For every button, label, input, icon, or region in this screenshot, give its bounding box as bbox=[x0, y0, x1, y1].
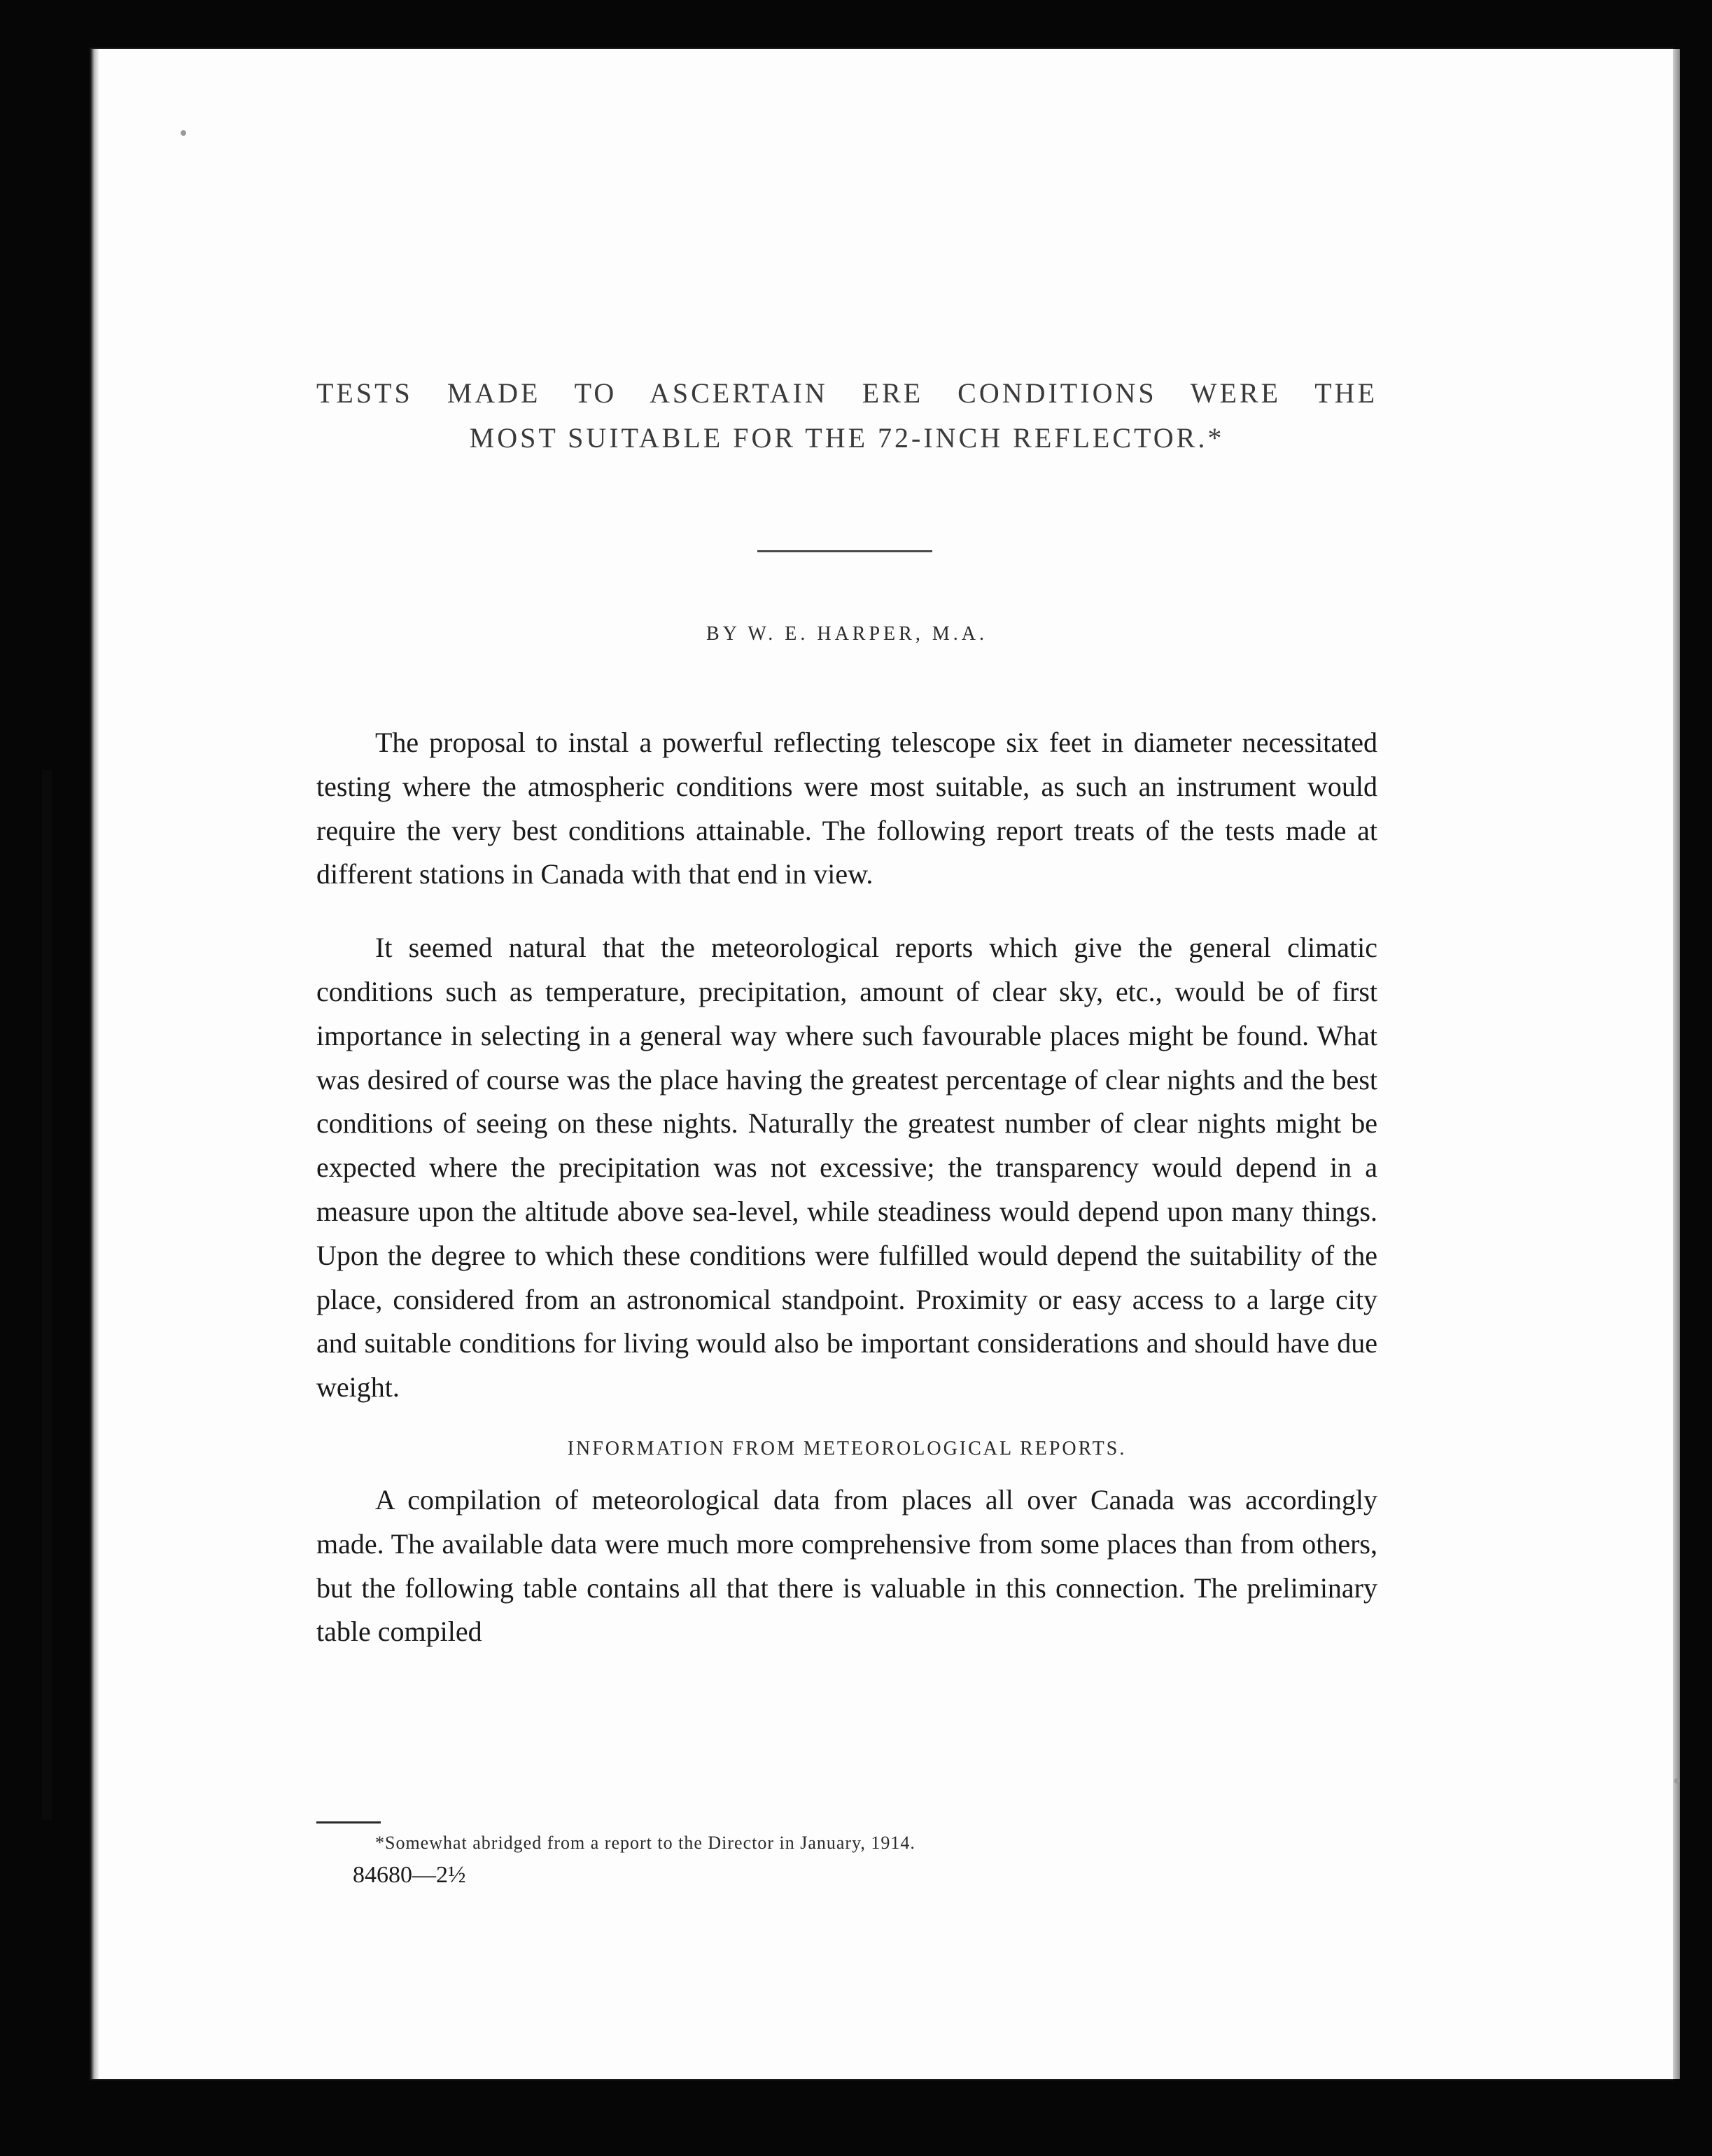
page-left-shadow bbox=[91, 49, 99, 2079]
section-heading: INFORMATION FROM METEOROLOGICAL REPORTS. bbox=[567, 1437, 1127, 1460]
article-body bbox=[316, 721, 1377, 1684]
dust-speck bbox=[1674, 1778, 1680, 1784]
article-title bbox=[316, 371, 1377, 461]
title-line-1: TESTS MADE TO ASCERTAIN ERE CONDITIONS WERE THE bbox=[316, 377, 1377, 409]
author-byline: BY W. E. HARPER, M.A. bbox=[706, 623, 988, 645]
dust-speck bbox=[181, 130, 186, 136]
paragraph-2: It seemed natural that the meteorological reports which give the general climatic conditions such as temperature, precipitation, amount of clear sky, etc., would be of first importance in selecting in a general way where such favourable places might be found. What was desired of course was the place having the greatest percentage of clear nights and the best conditions of seeing on these nights. Naturally the greatest number of clear nights might be expected where the precipitation was not excessive; the transparency would depend in a measure upon the altitude above sea-level, while steadiness would depend upon many things. Upon the degree to which these conditions were fulfilled would depend the suitability of the place, considered from an astronomical standpoint. Proximity or easy access to a large city and suitable conditions for living would also be important considerations and should have due weight. bbox=[316, 932, 1377, 1404]
page-right-edge bbox=[1673, 49, 1680, 2079]
paragraph-1: The proposal to instal a powerful reflecting telescope six feet in diameter necessitated testing where the atmospheric conditions were most suitable, as such an instrument would require the very best conditions attainable. The following report treats of the tests made at different stations in Canada with that end in view. bbox=[316, 727, 1377, 890]
footnote: *Somewhat abridged from a report to the Director in January, 1914. bbox=[375, 1833, 915, 1853]
paragraph-3: A compilation of meteorological data from places all over Canada was accordingly made. The available data were much more comprehensive from some places than from others, but the following table contains all that there is valuable in this connection. The preliminary table compiled bbox=[316, 1483, 1377, 1648]
binding-edge bbox=[42, 770, 52, 1820]
printer-signature: 84680—2½ bbox=[353, 1862, 466, 1888]
title-divider-rule bbox=[757, 550, 932, 552]
footnote-rule bbox=[316, 1821, 381, 1823]
title-line-2: MOST SUITABLE FOR THE 72-INCH REFLECTOR.* bbox=[469, 422, 1225, 454]
